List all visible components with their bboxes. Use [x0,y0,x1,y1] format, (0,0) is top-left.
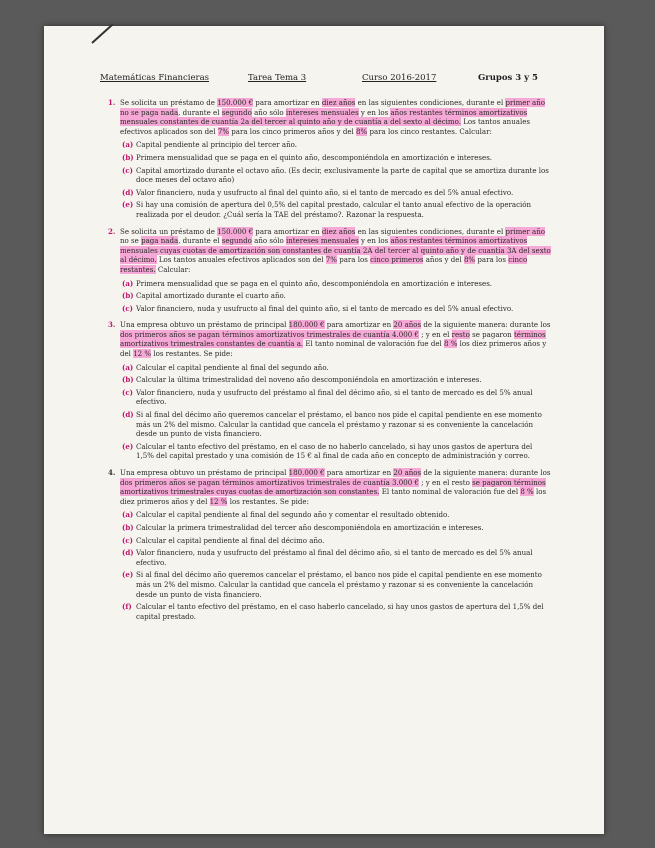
problem-number: 2. [108,226,116,236]
problem-statement [100,227,552,275]
sub-question-text: Capital amortizado durante el octavo año. (Es decir, exclusivamente la parte de capital que se amortiza durante los doce meses del octavo año) [136,165,549,185]
sub-question-label: (d) [122,187,134,197]
text-segment: para los cinco primeros años y del [229,126,357,136]
sub-question [100,304,552,314]
groups-label: Grupos 3 y 5 [478,73,538,83]
sub-question [100,410,552,439]
sub-question-text: Si hay una comisión de apertura del 0,5% del capital prestado, calcular el tanto anual efectivo de la operación realizada por el deudor. ¿Cuál sería la TAE del préstamo?. Razonar la respuesta. [136,200,532,219]
sub-question [100,523,552,533]
text-segment: años y del [423,255,464,265]
highlighted-text: 8% [356,126,368,136]
sub-question-label: (d) [122,410,134,420]
problem-statement [100,320,552,358]
highlighted-text: 150.000 € [217,226,254,236]
sub-question [100,548,552,567]
sub-question [100,442,552,461]
sub-question-label: (f) [122,602,132,612]
task-title: Tarea Tema 3 [248,73,307,83]
highlighted-text: intereses mensuales [285,107,359,117]
sub-question-label: (b) [122,522,134,532]
sub-question-text: Si al final del décimo año queremos cancelar el préstamo, el banco nos pide el capital pendiente en ese momento más un 2% del mismo. Calcular la cantidad que cancela el préstamo y razonar si es conveniente la cancelación desde un punto de vista financiero. [136,410,542,439]
highlighted-text: 12 % [209,496,228,506]
subject-title: Matemáticas Financieras [100,73,210,83]
highlighted-text: se pagaron términos amortizativos trimestrales cuyas cuotas de amortización son constantes. [120,477,546,497]
sub-question-text: Valor financiero, nuda y usufructo del préstamo al final del décimo año, si el tanto de mercado es del 5% anual efectivo. [136,548,533,567]
text-segment: para amortizar en [253,226,322,236]
text-segment: los restantes. Se pide: [227,496,309,506]
highlighted-text: intereses mensuales [285,236,359,246]
highlighted-text: diez años [321,226,356,236]
highlighted-text: años restantes términos amortizativos mensuales constantes de cuantía 2a del tercer al quinto año y de cuantía a del sexto al décimo. [120,107,528,127]
highlighted-text: 150.000 € [217,98,254,107]
sub-question-label: (b) [122,375,134,385]
sub-question-label: (d) [122,548,134,558]
problem-statement [100,98,552,136]
highlighted-text: primer año [505,226,546,236]
problem-number: 1. [108,98,116,107]
text-segment: ; y en el [418,329,452,339]
sub-question [100,188,552,198]
text-segment: los diez primeros años y del [120,339,547,359]
highlighted-text: 7% [325,255,337,265]
sub-question-text: Valor financiero, nuda y usufructo al final del quinto año, si el tanto de mercado es del 5% anual efectivo. [136,187,514,197]
text-segment: para los cinco restantes. Calcular: [367,126,492,136]
text-segment: ; y en el resto [418,477,473,487]
sub-question [100,570,552,599]
highlighted-text: dos primeros años se pagan términos amortizativos trimestrales de cuantía 3.000 € [120,477,419,487]
text-segment: Se solicita un préstamo de [120,98,218,107]
text-segment: Se solicita un préstamo de [120,226,218,236]
text-segment: y en los [358,107,391,117]
sub-question-text: Valor financiero, nuda y usufructo al final del quinto año, si el tanto de mercado es del 5% anual efectivo. [136,303,514,313]
text-segment: y en los [358,236,391,246]
problem-list [100,98,552,628]
highlighted-text: primer año no se paga nada [120,98,546,117]
document-header [100,73,552,87]
text-segment: El tanto nominal de valoración fue del [379,487,521,497]
sub-question-label: (a) [122,278,134,288]
sub-question [100,536,552,546]
sub-question-label: (e) [122,570,134,580]
text-segment: para amortizar en [324,320,394,330]
highlighted-text: 7% [217,126,230,136]
sub-question-label: (c) [122,535,133,545]
text-segment: Una empresa obtuvo un préstamo de principal [120,468,289,477]
text-segment: Calcular: [155,264,191,274]
text-segment: año sólo [251,236,286,246]
highlighted-text: 180.000 € [288,320,325,330]
sub-question-label: (e) [122,441,134,451]
text-segment: para los [336,255,371,265]
text-segment: para los [475,255,509,265]
text-segment: , durante el [178,236,222,246]
sub-question-label: (a) [122,140,134,150]
sub-question [100,200,552,219]
highlighted-text: 20 años [393,468,422,477]
sub-question [100,375,552,385]
text-segment: los diez primeros años y del [120,487,547,506]
highlighted-text: diez años [321,98,356,107]
highlighted-text: dos primeros años se pagan términos amortizativos trimestrales de cuantía 4.000 € [120,329,419,339]
text-segment: El tanto nominal de valoración fue del [303,339,444,349]
problem-statement [100,468,552,506]
text-segment: en las siguientes condiciones, durante el [355,98,506,107]
sub-question-label: (c) [122,387,133,397]
text-segment: los restantes. Se pide: [151,349,233,359]
highlighted-text: 8 % [520,487,534,497]
highlighted-text: resto [451,329,470,339]
sub-question-label: (b) [122,291,134,301]
sub-question-text: Calcular la primera trimestralidad del tercer año descomponiéndola en amortización e intereses. [136,522,484,532]
text-segment: se pagaron [469,329,514,339]
sub-question-text: Calcular el tanto efectivo del préstamo, en el caso haberlo cancelado, si hay unos gastos de apertura del 1,5% del capital prestado. [136,602,544,621]
sub-question [100,153,552,163]
highlighted-text: 12 % [133,349,152,359]
sub-question-text: Primera mensualidad que se paga en el quinto año, descomponiéndola en amortización e intereses. [136,152,493,162]
highlighted-text: paga nada [141,236,179,246]
sub-question-text: Calcular el capital pendiente al final del segundo año. [136,362,329,372]
highlighted-text: cinco restantes. [120,255,528,274]
sub-question-label: (c) [122,303,133,313]
sub-question-text: Calcular la última trimestralidad del noveno año descomponiéndola en amortización e intereses. [136,375,482,385]
highlighted-text: segundo [221,236,252,246]
highlighted-text: 180.000 € [288,468,325,477]
sub-question-text: Calcular el capital pendiente al final del décimo año. [136,535,325,545]
sub-question [100,166,552,185]
sub-question-text: Calcular el capital pendiente al final del segundo año y comentar el resultado obtenido. [136,510,450,520]
highlighted-text: 8 % [444,339,458,349]
highlighted-text: términos amortizativos trimestrales constantes de cuantía a. [120,329,546,349]
highlighted-text: segundo [221,107,252,117]
text-segment: en las siguientes condiciones, durante el [355,226,506,236]
text-segment: para amortizar en [253,98,322,107]
sub-question-label: (a) [122,362,134,372]
course-year: Curso 2016-2017 [362,73,437,83]
sub-question-text: Primera mensualidad que se paga en el quinto año, descomponiéndola en amortización e intereses. [136,278,493,288]
text-segment: no se [120,236,142,246]
problem-number: 4. [108,468,116,477]
sub-question-label: (e) [122,200,134,210]
problem-number: 3. [108,320,116,330]
sub-question-text: Calcular el tanto efectivo del préstamo, en el caso de no haberlo cancelado, si hay unos gastos de apertura del 1,5% del capital prestado y una comisión de 15 € al final de cada año en concepto de administración y correo. [136,441,533,461]
sub-question [100,510,552,520]
sub-question [100,291,552,301]
highlighted-text: 20 años [393,320,422,330]
text-segment: año sólo [251,107,286,117]
text-segment: Los tantos anuales efectivos aplicados son del [120,117,530,136]
text-segment: para amortizar en [324,468,394,477]
sub-question-label: (b) [122,152,134,162]
sub-question-label: (a) [122,510,134,520]
highlighted-text: 8% [463,255,476,265]
sub-question-text: Si al final del décimo año queremos cancelar el préstamo, el banco nos pide el capital pendiente en ese momento más un 2% del mismo. Calcular la cantidad que cancela el préstamo y razonar si es conveniente la cancelación desde un punto de vista financiero. [136,570,542,599]
sub-question-text: Valor financiero, nuda y usufructo del préstamo al final del décimo año, si el tanto de mercado es del 5% anual efectivo. [136,387,533,407]
text-segment: , durante el [178,107,222,117]
sub-question [100,363,552,373]
sub-question-text: Capital pendiente al principio del tercer año. [136,140,298,150]
text-segment: Los tantos anuales efectivos aplicados son del [156,255,326,265]
sub-question [100,602,552,621]
highlighted-text: años restantes términos amortizativos mensuales cuyas cuotas de amortización son constantes de cuantía 2A del tercer al quinto año y de cuantía 3A del sexto al décimo. [120,236,551,265]
sub-question-label: (c) [122,165,133,175]
text-segment: de la siguiente manera: durante los [421,468,551,477]
sub-question [100,279,552,289]
sub-question [100,388,552,407]
sub-question [100,140,552,150]
text-segment: de la siguiente manera: durante los [421,320,551,330]
highlighted-text: cinco primeros [370,255,424,265]
sub-question-text: Capital amortizado durante el cuarto año. [136,291,286,301]
text-segment: Una empresa obtuvo un préstamo de principal [120,320,289,330]
